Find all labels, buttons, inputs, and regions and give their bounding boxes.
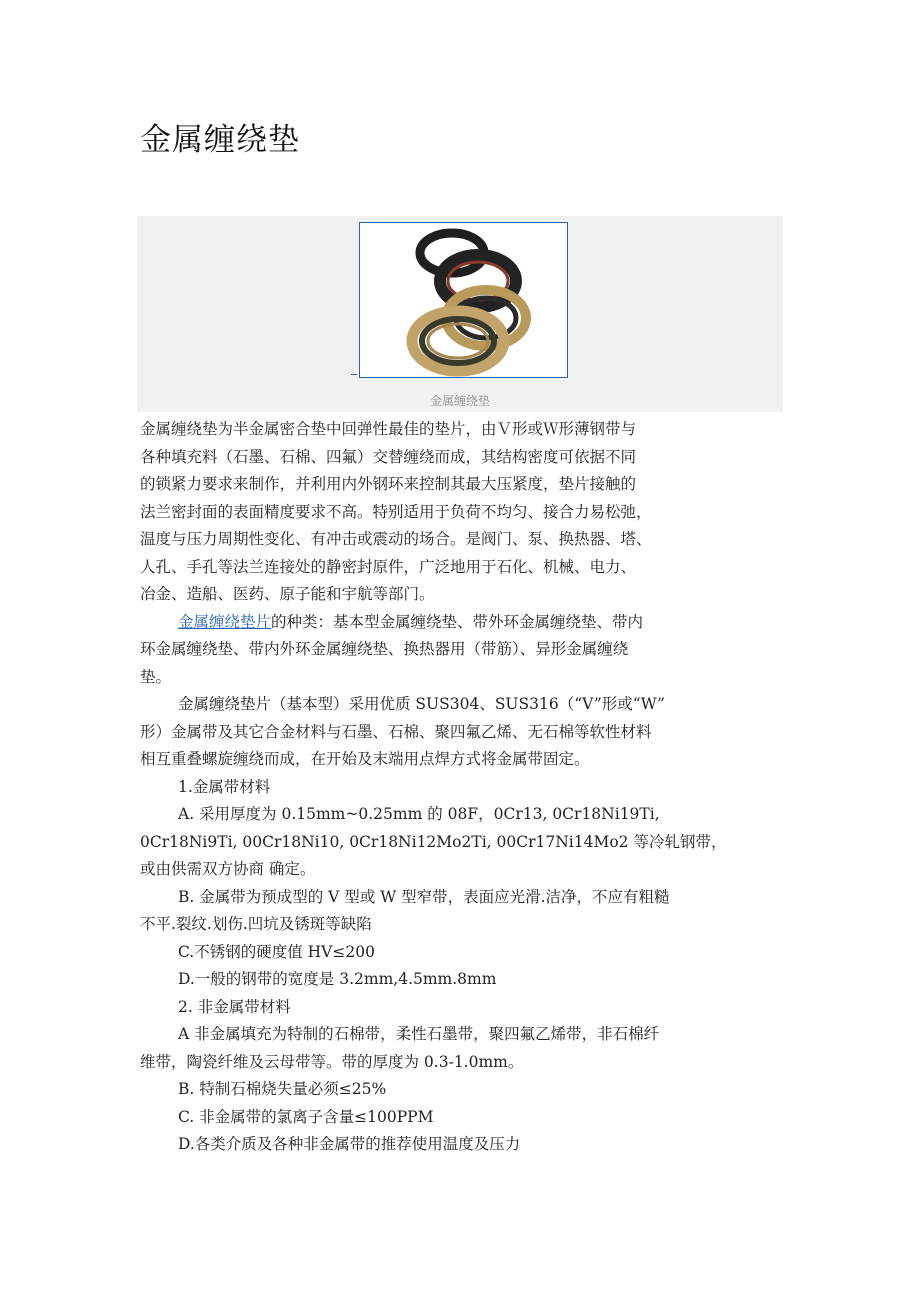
article-body bbox=[140, 416, 800, 1159]
figure bbox=[137, 216, 783, 412]
text-line: 冶金、造船、医药、原子能和宇航等部门。 bbox=[140, 585, 435, 603]
text-line: 不平.裂纹.划伤.凹坑及锈斑等缺陷 bbox=[140, 915, 372, 933]
text-line: 0Cr18Ni9Ti, 00Cr18Ni10, 0Cr18Ni12Mo2Ti, 00Cr17Ni14Mo2 等冷轧钢带， bbox=[140, 832, 727, 851]
gasket-photo-link[interactable] bbox=[359, 222, 568, 378]
text-line: A. 采用厚度为 0.15mm~0.25mm 的 08F，0Cr13, 0Cr18Ni19Ti, bbox=[178, 805, 660, 823]
metal-a-paragraph bbox=[140, 801, 800, 884]
gasket-photo bbox=[360, 223, 567, 377]
types-paragraph bbox=[140, 609, 800, 692]
types-text: 的种类：基本型金属缠绕垫、带外环金属缠绕垫、带内 bbox=[271, 612, 644, 631]
text-line: B. 金属带为预成型的 V 型或 W 型窄带，表面应光滑.洁净，不应有粗糙 bbox=[178, 887, 670, 906]
text-line: 法兰密封面的表面精度要求不高。特别适用于负荷不均匀、接合力易松弛， bbox=[140, 502, 652, 521]
text-line: 垫。 bbox=[140, 667, 172, 686]
text-line: 维带，陶瓷纤维及云母带等。带的厚度为 0.3-1.0mm。 bbox=[140, 1052, 524, 1071]
gasket-types-link[interactable]: 金属缠绕垫片 bbox=[178, 612, 272, 631]
text-line: 金属缠绕垫为半金属密合垫中回弹性最佳的垫片，由Ｖ形或Ｗ形薄钢带与 bbox=[140, 420, 637, 438]
text-line: 形）金属带及其它合金材料与石墨、石棉、聚四氟乙烯、无石棉等软性材料 bbox=[140, 722, 652, 741]
text-line bbox=[140, 609, 800, 637]
text-line: 人孔、手孔等法兰连接处的静密封原件，广泛地用于石化、机械、电力、 bbox=[140, 557, 637, 576]
nonmetal-d-item: D.各类介质及各种非金属带的推荐使用温度及压力 bbox=[178, 1135, 521, 1153]
nonmetal-a-paragraph bbox=[140, 1021, 800, 1076]
metal-heading: 1.金属带材料 bbox=[178, 777, 271, 796]
figure-caption: 金属缠绕垫 bbox=[429, 394, 490, 408]
text-line: 各种填充料（石墨、石棉、四氟）交替缠绕而成，其结构密度可依据不同 bbox=[140, 447, 637, 466]
metal-b-paragraph bbox=[140, 884, 800, 939]
text-line: 或由供需双方协商 确定。 bbox=[140, 860, 316, 878]
nonmetal-b-item: B. 特制石棉烧失量必须≤25% bbox=[178, 1080, 387, 1098]
text-line: 温度与压力周期性变化、有冲击或震动的场合。是阀门、泵、换热器、塔、 bbox=[140, 530, 652, 548]
nonmetal-c-item: C. 非金属带的氯离子含量≤100PPM bbox=[178, 1107, 434, 1126]
metal-c-item: C.不锈钢的硬度值 HV≤200 bbox=[178, 942, 375, 961]
text-line: A 非金属填充为特制的石棉带，柔性石墨带，聚四氟乙烯带，非石棉纤 bbox=[178, 1025, 660, 1043]
metal-d-item: D.一般的钢带的宽度是 3.2mm,4.5mm.8mm bbox=[178, 970, 497, 988]
text-line: 的锁紧力要求来制作，并利用内外钢环来控制其最大压紧度，垫片接触的 bbox=[140, 475, 637, 493]
text-line: 相互重叠螺旋缠绕而成，在开始及末端用点焊方式将金属带固定。 bbox=[140, 750, 590, 768]
link-underline bbox=[351, 374, 357, 375]
text-line: 金属缠绕垫片（基本型）采用优质 SUS304、SUS316（“V”形或“W” bbox=[178, 695, 665, 713]
intro-paragraph bbox=[140, 416, 800, 609]
nonmetal-heading: 2. 非金属带材料 bbox=[178, 997, 291, 1016]
page-title: 金属缠绕垫 bbox=[140, 122, 300, 158]
text-line: 环金属缠绕垫、带内外环金属缠绕垫、换热器用（带筋）、异形金属缠绕 bbox=[140, 640, 629, 658]
basic-paragraph bbox=[140, 691, 800, 774]
